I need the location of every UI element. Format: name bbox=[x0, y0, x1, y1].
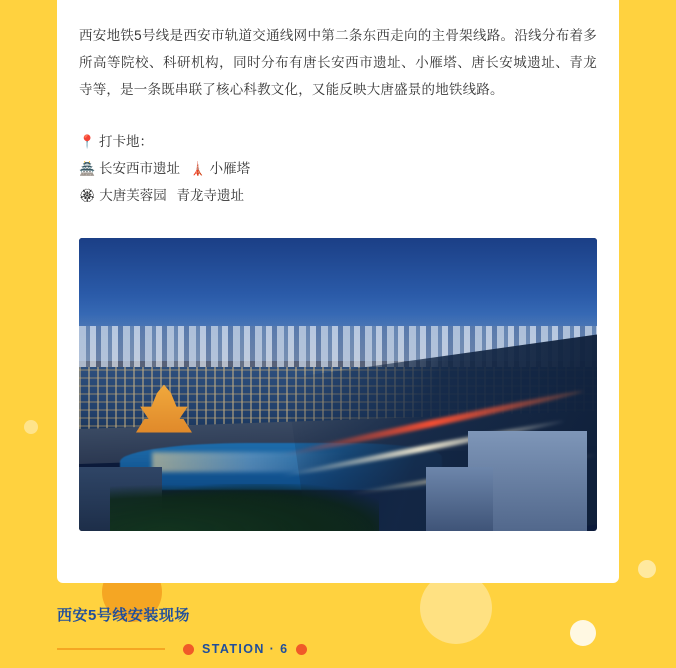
photo-treeline bbox=[110, 484, 379, 531]
tower-icon: 🗼 bbox=[189, 162, 206, 177]
decor-circle-tiny bbox=[638, 560, 656, 578]
spots-row-2 bbox=[79, 183, 597, 210]
footer-station-label: STATION · 6 bbox=[202, 642, 289, 656]
rosette-icon: 🏵 bbox=[79, 189, 96, 204]
spot-item bbox=[79, 188, 171, 203]
decor-circle-left bbox=[24, 420, 38, 434]
footer-rule bbox=[57, 648, 165, 650]
castle-icon: 🏯 bbox=[79, 162, 96, 177]
decor-circle-small bbox=[570, 620, 596, 646]
spot-label: 小雁塔 bbox=[209, 161, 251, 176]
spots-row-1 bbox=[79, 156, 597, 183]
spot-item bbox=[177, 188, 245, 203]
spots-heading-label: 打卡地： bbox=[98, 134, 153, 149]
cityscape-photo bbox=[79, 238, 597, 531]
footer-dot-left bbox=[183, 644, 194, 655]
spot-label: 青龙寺遗址 bbox=[176, 188, 245, 203]
article-paragraph: 西安地铁5号线是西安市轨道交通线网中第二条东西走向的主骨架线路。沿线分布着多所高等院校、科研机构，同时分布有唐长安西市遗址、小雁塔、唐长安城遗址、青龙寺等，是一条既串联了核心科教文化，又能反映大唐盛景的地铁线路。 bbox=[79, 28, 597, 97]
footer-dot-right bbox=[296, 644, 307, 655]
footer-title: 西安5号线安装现场 bbox=[57, 607, 190, 624]
location-pin-icon: 📍 bbox=[79, 135, 96, 150]
spot-item bbox=[79, 161, 184, 176]
spot-label: 大唐芙蓉园 bbox=[99, 188, 167, 203]
footer-station-bar bbox=[57, 639, 337, 659]
photo-building-right-2 bbox=[426, 467, 493, 531]
spot-item bbox=[190, 161, 250, 176]
spots-heading-row bbox=[79, 129, 597, 156]
article-card bbox=[57, 0, 619, 583]
spots-list bbox=[79, 129, 597, 210]
spot-label: 长安西市遗址 bbox=[98, 161, 180, 176]
